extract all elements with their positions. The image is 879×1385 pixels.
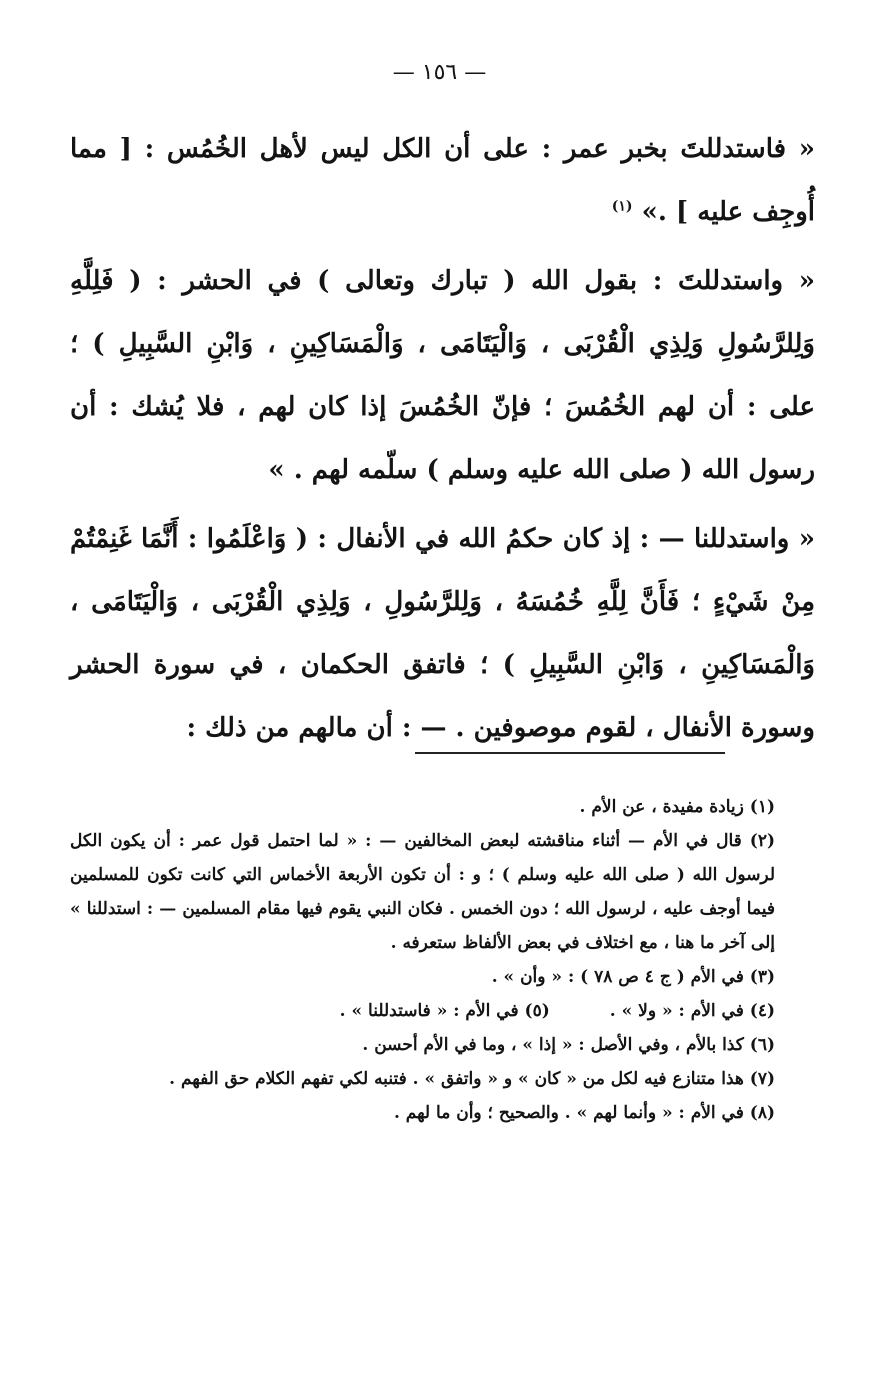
footnote-7: (٧) هذا متنازع فيه لكل من « كان » و « واتفق » . فتنبه لكي تفهم الكلام حق الفهم . (169, 1069, 775, 1089)
footnote-6: (٦) كذا بالأم ، وفي الأصل : « إذا » ، وما في الأم أحسن . (362, 1035, 775, 1055)
footnote-8: (٨) في الأم : « وأنما لهم » . والصحيح ؛ وأن ما لهم . (393, 1103, 775, 1123)
main-text (70, 118, 815, 766)
paragraph-1-text: « فاستدللتَ بخبر عمر : على أن الكل ليس لأهل الخُمُس : [ مما أُوجِف عليه ] .» (70, 134, 815, 227)
footnote-row-4-5 (70, 994, 815, 1028)
footnote-separator (415, 752, 725, 754)
footnote-3: (٣) في الأم ( ج ٤ ص ٧٨ ) : « وأن » . (491, 967, 775, 987)
footnotes (70, 790, 815, 1130)
footnote-5: (٥) في الأم : « فاستدللنا » . (339, 1001, 550, 1021)
paragraph-2: « واستدللتَ : بقول الله ( تبارك وتعالى ) في الحشر : ( فَلِلَّهِ وَلِلرَّسُولِ وَلِذِي الْقُرْبَى ، وَالْيَتَامَى ، وَالْمَسَاكِينِ ، وَابْنِ السَّبِيلِ ) ؛ على : أن لهم الخُمُسَ ؛ فإنّ الخُمُسَ إذا كان لهم ، فلا يُشك : أن رسول الله ( صلى الله عليه وسلم ) سلّمه لهم . » (70, 266, 815, 485)
footnote-4: (٤) في الأم : « ولا » . (609, 1001, 775, 1021)
footnote-2: (٢) قال في الأم — أثناء مناقشته لبعض المخالفين — : « لما احتمل قول عمر : أن يكون الكل لرسول الله ( صلى الله عليه وسلم ) ؛ و : أن تكون الأربعة الأخماس التي كانت تكون للمسلمين فيما أوجف عليه ، لرسول الله ؛ دون الخمس . فكان النبي يقوم فيها مقام المسلمين — : استدللنا » إلى آخر ما هنا ، مع اختلاف في بعض الألفاظ ستعرفه . (70, 831, 775, 953)
paragraph-3: « واستدللنا — : إذ كان حكمُ الله في الأنفال : ( وَاعْلَمُوا : أَنَّمَا غَنِمْتُمْ مِنْ شَيْءٍ ؛ فَأَنَّ لِلَّهِ خُمُسَهُ ، وَلِلرَّسُولِ ، وَلِذِي الْقُرْبَى ، وَالْيَتَامَى ، وَالْمَسَاكِينِ ، وَابْنِ السَّبِيلِ ) ؛ فاتفق الحكمان ، في سورة الحشر وسورة الأنفال ، لقوم موصوفين . — : أن مالهم من ذلك : (70, 524, 815, 743)
page-number: — ١٥٦ — (392, 60, 487, 85)
paragraph-1 (70, 118, 815, 244)
footnote-ref-1: (١) (611, 198, 633, 215)
footnote-1: (١) زيادة مفيدة ، عن الأم . (579, 797, 775, 817)
